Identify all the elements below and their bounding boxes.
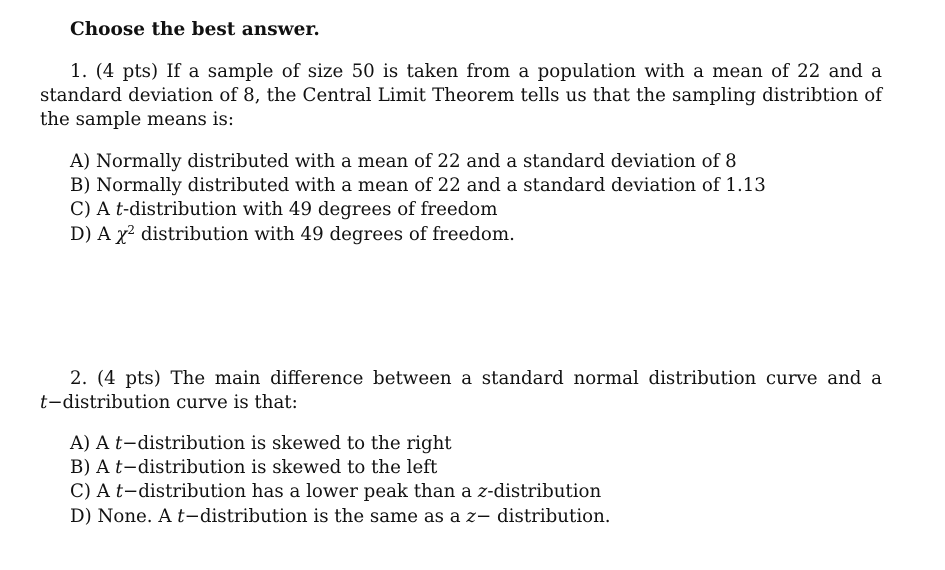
t-variable: t	[115, 481, 124, 503]
q2-option-b-prefix: B) A	[70, 457, 116, 479]
q1-option-d-suffix: distribution with 49 degrees of freedom.	[135, 223, 515, 245]
z-variable: z	[477, 481, 488, 503]
q2-option-a	[70, 432, 611, 456]
q1-option-b: B) Normally distributed with a mean of 22 and a standard deviation of 1.13	[70, 175, 766, 197]
q2-option-c	[70, 480, 611, 504]
q2-option-b	[70, 456, 611, 480]
q2-option-d-mid: −distribution is the same as a	[184, 505, 467, 527]
t-variable: t	[40, 392, 48, 414]
question-2-text	[40, 367, 882, 415]
q1-option-c-suffix: -distribution with 49 degrees of freedom	[123, 199, 498, 221]
t-variable: t	[115, 199, 124, 221]
q2-text-prefix: 2. (4 pts) The main difference between a standard normal distribution curve and a	[70, 368, 882, 389]
q2-option-a-suffix: −distribution is skewed to the right	[122, 433, 452, 454]
t-variable: t	[115, 457, 123, 479]
q1-option-c	[70, 198, 766, 222]
q1-option-d-prefix: D) A	[70, 223, 117, 245]
t-variable: t	[114, 433, 123, 454]
q2-option-c-mid: −distribution has a lower peak than a	[123, 481, 478, 503]
question-1-text: 1. (4 pts) If a sample of size 50 is taken from a population with a mean of 22 and a standard deviation of 8, the Central Limit Theorem tells us that the sampling distribtion of the sample means is:	[40, 61, 882, 131]
q2-option-b-suffix: −distribution is skewed to the left	[122, 457, 438, 479]
question-1-options	[70, 150, 766, 247]
q2-text-suffix: −distribution curve is that:	[47, 392, 298, 414]
q2-option-d-prefix: D) None. A	[70, 505, 178, 527]
z-variable: z	[466, 505, 477, 527]
chi-variable: χ	[116, 223, 128, 245]
q1-option-d	[70, 223, 766, 247]
chi-exponent: 2	[127, 222, 136, 237]
t-variable: t	[177, 505, 185, 527]
q2-option-c-suffix: -distribution	[487, 481, 602, 503]
q2-option-c-prefix: C) A	[70, 481, 116, 503]
q1-option-a: A) Normally distributed with a mean of 22 and a standard deviation of 8	[70, 151, 737, 172]
question-2-options	[70, 432, 611, 529]
q2-option-d	[70, 505, 611, 529]
q1-option-c-prefix: C) A	[70, 199, 116, 221]
q2-option-a-prefix: A) A	[70, 433, 115, 454]
instructions-heading: Choose the best answer.	[70, 19, 320, 40]
q2-option-d-suffix: − distribution.	[476, 505, 611, 527]
